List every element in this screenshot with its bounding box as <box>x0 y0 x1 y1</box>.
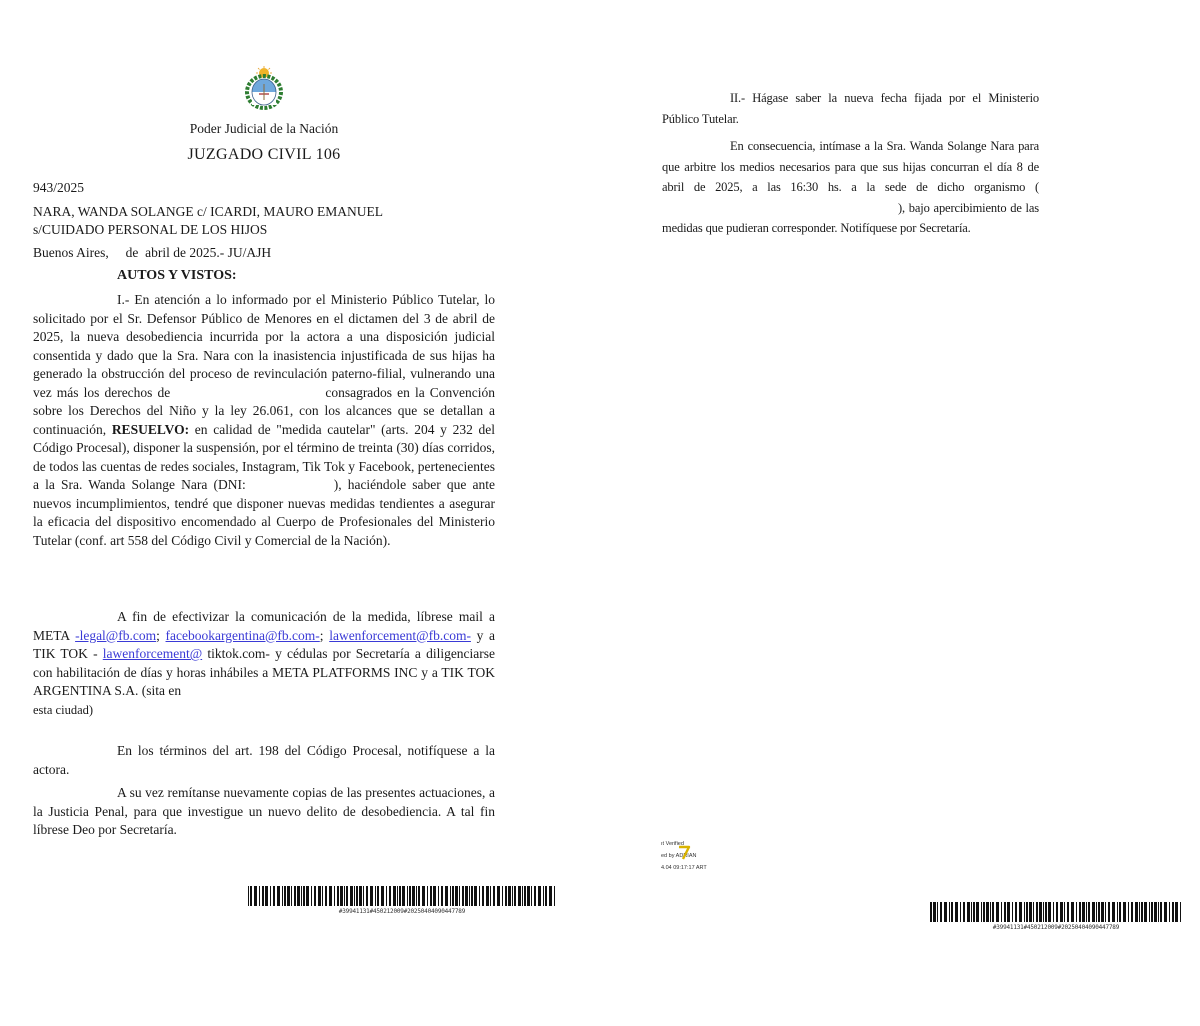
barcode-bar <box>479 886 480 906</box>
barcode-bar <box>1101 902 1104 922</box>
barcode-bar <box>527 886 530 906</box>
case-caption-line1: NARA, WANDA SOLANGE c/ ICARDI, MAURO EMANUEL <box>33 204 383 219</box>
barcode-bar <box>955 902 958 922</box>
barcode-bar <box>944 902 947 922</box>
barcode-bar <box>1019 902 1022 922</box>
case-caption-line2: s/CUIDADO PERSONAL DE LOS HIJOS <box>33 222 268 237</box>
barcode-bar <box>549 886 552 906</box>
barcode-bar <box>1004 902 1006 922</box>
barcode-bar <box>329 886 332 906</box>
barcode-bar <box>963 902 965 922</box>
barcode-bar <box>1079 902 1081 922</box>
barcode-bar <box>1160 902 1162 922</box>
barcode-bar <box>375 886 376 906</box>
barcode-bar <box>522 886 523 906</box>
barcode-bar <box>254 886 257 906</box>
barcode-bar <box>399 886 401 906</box>
barcode-bar <box>291 886 292 906</box>
barcode-bar <box>1151 902 1153 922</box>
barcode-bar <box>311 886 312 906</box>
barcode-bar <box>397 886 398 906</box>
barcode-bar <box>983 902 985 922</box>
barcode-bar <box>389 886 391 906</box>
barcode-bar <box>1117 902 1118 922</box>
resuelvo-label: RESUELVO: <box>111 421 190 437</box>
barcode-bar <box>482 886 484 906</box>
para4-text: A su vez remítanse nuevamente copias de las presentes actuaciones, a la Justicia Penal, para que investigue un nuevo delito de desobediencia. A tal fin líbrese Deo por Secretaría. <box>33 785 495 837</box>
para1-text-a: I.- En atención a lo informado por el Ministerio Público Tutelar, lo solicitado por el Sr. Defensor Público de Menores en el dictamen del 3 de abril de 2025, la nueva desobediencia incurrida por la actora a una disposición judicial consentida y dado que la Sra. Nara con la inasistencia injustificada de sus hijas ha generado la obstrucción del proceso de revinculación paterno-filial, vulnerando una vez más los derechos de <box>33 292 495 400</box>
barcode-bar <box>1141 902 1143 922</box>
barcode-bar <box>937 902 938 922</box>
barcode-bar <box>1164 902 1167 922</box>
barcode-bar <box>1026 902 1028 922</box>
barcode-bar <box>990 902 991 922</box>
date-line: Buenos Aires, de abril de 2025.- JU/AJH <box>33 245 272 260</box>
barcode-bar <box>1015 902 1017 922</box>
barcode-bar <box>393 886 396 906</box>
barcode-bar <box>493 886 495 906</box>
signature-line1: ıt Verified <box>661 841 684 847</box>
barcode-bar <box>277 886 280 906</box>
barcode-bar <box>490 886 491 906</box>
para2-text-c: tiktok.com- y cédulas por Secretaría a diligenciarse con habilitación de días y horas inhábiles a META PLATFORMS INC y a TIK TOK ARGENTINA S.A. (sita en <box>33 646 496 698</box>
barcode-bar <box>973 902 975 922</box>
barcode-bar <box>538 886 541 906</box>
barcode-bar <box>356 886 358 906</box>
barcode-bar <box>303 886 305 906</box>
barcode-bar <box>409 886 411 906</box>
barcode-bar <box>363 886 364 906</box>
signature-check-icon <box>677 844 691 860</box>
barcode-bar <box>1135 902 1138 922</box>
barcode-bar <box>314 886 316 906</box>
barcode-bar <box>534 886 536 906</box>
barcode-bar <box>294 886 296 906</box>
barcode-bar <box>1172 902 1174 922</box>
file-number: 943/2025 <box>33 180 85 195</box>
barcode-bar <box>416 886 417 906</box>
barcode-bar <box>1108 902 1110 922</box>
barcode-bar <box>1105 902 1106 922</box>
email-link-legal[interactable]: -legal@fb.com <box>75 627 157 643</box>
barcode-bar <box>1144 902 1147 922</box>
barcode-bars <box>248 886 556 906</box>
case-caption <box>33 203 503 239</box>
para3-text: En los términos del art. 198 del Código Procesal, notifíquese a la actora. <box>33 743 495 777</box>
barcode-bar <box>1158 902 1159 922</box>
barcode-bar <box>301 886 302 906</box>
barcode-bar <box>1119 902 1121 922</box>
barcode-bar <box>381 886 384 906</box>
barcode-bar <box>518 886 521 906</box>
barcode-bar <box>465 886 468 906</box>
barcode-bar <box>402 886 405 906</box>
barcode-bar <box>1071 902 1074 922</box>
barcode-bar <box>1088 902 1090 922</box>
barcode-text: #39941131#450212009#20250404090447789 <box>338 908 466 915</box>
separator: ; <box>156 627 160 643</box>
barcode-bar <box>1123 902 1126 922</box>
barcode-bar <box>350 886 353 906</box>
barcode-bar <box>1043 902 1044 922</box>
separator: ; <box>319 627 324 643</box>
paragraph-new-date <box>662 88 1039 129</box>
barcode-bar <box>1048 902 1051 922</box>
barcode-bar <box>318 886 321 906</box>
barcode-bar <box>259 886 260 906</box>
barcode-bar <box>322 886 323 906</box>
barcode-bar <box>474 886 477 906</box>
barcode-bar <box>1007 902 1010 922</box>
barcode-bar <box>386 886 387 906</box>
barcode-bar <box>554 886 555 906</box>
barcode-bar <box>1012 902 1013 922</box>
barcode-bar <box>455 886 458 906</box>
barcode-bar <box>270 886 271 906</box>
barcode-bar <box>445 886 448 906</box>
barcode-bar <box>531 886 532 906</box>
barcode-bar <box>545 886 547 906</box>
barcode-bar <box>1082 902 1085 922</box>
barcode-bar <box>284 886 286 906</box>
paragraph-summons <box>662 136 1039 239</box>
barcode-bar <box>524 886 526 906</box>
court-header-line2: JUZGADO CIVIL 106 <box>187 146 341 163</box>
barcode-bar <box>940 902 942 922</box>
barcode-bar <box>1139 902 1140 922</box>
barcode-bar <box>1128 902 1129 922</box>
barcode-bar <box>418 886 420 906</box>
barcode-bar <box>996 902 999 922</box>
barcode-bar <box>337 886 339 906</box>
barcode-bar <box>1056 902 1058 922</box>
barcode-bar <box>250 886 252 906</box>
barcode-bar <box>452 886 454 906</box>
barcode-bar <box>1076 902 1077 922</box>
barcode-bar <box>992 902 994 922</box>
barcode-bar <box>346 886 348 906</box>
paragraph-communication <box>33 608 495 719</box>
email-link-lawenforcement-tiktok[interactable]: lawenforcement@ <box>102 646 203 661</box>
email-link-lawenforcement-fb[interactable]: lawenforcement@fb.com- <box>329 627 471 643</box>
para2-text-a: A fin de efectivizar la comunicación de la medida, líbrese mail a META <box>33 609 495 643</box>
document-barcode <box>930 902 1182 934</box>
barcode-bar <box>1131 902 1133 922</box>
barcode-bar <box>512 886 513 906</box>
barcode-bar <box>459 886 460 906</box>
barcode-bar <box>502 886 503 906</box>
para1-text-b: consagrados en la Convención sobre los Derechos del Niño y la ley 26.061, con los alcances que se detallan a continuación, <box>33 384 496 437</box>
barcode-bar <box>986 902 989 922</box>
barcode-bar <box>430 886 432 906</box>
barcode-bar <box>1039 902 1042 922</box>
barcode-bar <box>514 886 516 906</box>
barcode-bar <box>1175 902 1178 922</box>
barcode-bar <box>287 886 290 906</box>
barcode-bar <box>407 886 408 906</box>
barcode-bar <box>412 886 415 906</box>
barcode-bar <box>438 886 439 906</box>
barcode-bar <box>486 886 489 906</box>
barcode-bar <box>971 902 972 922</box>
barcode-bar <box>441 886 443 906</box>
barcode-bar <box>325 886 327 906</box>
para2-text-d: esta ciudad) <box>33 702 94 717</box>
email-link-facebookargentina[interactable]: facebookargentina@fb.com- <box>165 627 320 643</box>
barcode-bar <box>949 902 950 922</box>
barcode-bar <box>1033 902 1034 922</box>
barcode-bar <box>497 886 500 906</box>
barcode-bar <box>306 886 309 906</box>
barcode-bar <box>981 902 982 922</box>
barcode-bar <box>505 886 507 906</box>
barcode-bar <box>508 886 511 906</box>
barcode-bar <box>1096 902 1097 922</box>
barcode-bar <box>1098 902 1100 922</box>
argentina-coat-of-arms-seal <box>243 66 285 110</box>
right-para2-text-a: En consecuencia, intímase a la Sra. Wanda Solange Nara para que arbitre los medios necesarios para que sus hijas concurran el día 8 de abril de 2025, a las 16:30 hs. a la sede de dicho organismo ( <box>662 139 1039 194</box>
barcode-bar <box>1180 902 1181 922</box>
right-para2-text-b: ), bajo apercibimiento de las medidas que pudieran corresponder. Notifíquese por Secretaría. <box>662 200 1039 235</box>
barcode-bar <box>450 886 451 906</box>
barcode-bar <box>960 902 961 922</box>
barcode-bar <box>1036 902 1038 922</box>
barcode-bar <box>1064 902 1065 922</box>
court-header-line1: Poder Judicial de la Nación <box>189 121 339 136</box>
signature-line2: ed by ADRIAN <box>661 853 697 859</box>
digital-signature-stamp <box>661 838 741 878</box>
barcode-bar <box>334 886 335 906</box>
barcode-bar <box>930 902 932 922</box>
barcode-bar <box>976 902 979 922</box>
barcode-bar <box>427 886 428 906</box>
barcode-bar <box>265 886 268 906</box>
barcode-bar <box>1045 902 1047 922</box>
barcode-bar <box>1154 902 1157 922</box>
paragraph-resolution <box>33 291 495 550</box>
section-heading: AUTOS Y VISTOS: <box>117 268 237 283</box>
barcode-bar <box>297 886 300 906</box>
barcode-bar <box>1092 902 1095 922</box>
barcode-bar <box>340 886 343 906</box>
barcode-bar <box>1149 902 1150 922</box>
para1-text-c: en calidad de "medida cautelar" (arts. 204 y 232 del Código Procesal), disponer la suspensión, por el término de treinta (30) días corridos, de todos las cuentas de redes sociales, Instagram, Tik Tok y Facebook, pertenecientes a la Sra. Wanda Solange Nara (DNI: <box>33 421 496 492</box>
barcode-bar <box>370 886 373 906</box>
barcode-bar <box>1086 902 1087 922</box>
barcode-bar <box>377 886 379 906</box>
right-para1-text: II.- Hágase saber la nueva fecha fijada por el Ministerio Público Tutelar. <box>662 91 1039 126</box>
barcode-bar <box>433 886 436 906</box>
barcode-bar <box>1060 902 1063 922</box>
barcode-bar <box>1169 902 1170 922</box>
barcode-bar <box>462 886 464 906</box>
barcode-bar <box>273 886 275 906</box>
barcode-bar <box>951 902 953 922</box>
para1-text-d: ), haciéndole saber que ante nuevos incumplimientos, tendré que disponer nuevas medidas tendientes a asegurar la eficacia del dispositivo encomendado al Cuerpo de Profesionales del Ministerio Tutelar (conf. art 558 del Código Civil y Comercial de la Nación). <box>33 477 495 548</box>
barcode-bar <box>967 902 970 922</box>
barcode-bar <box>471 886 473 906</box>
para2-text-b: y a TIK TOK - <box>33 627 496 661</box>
barcode-bar <box>1112 902 1115 922</box>
barcode-bar <box>469 886 470 906</box>
barcode-bar <box>1024 902 1025 922</box>
barcode-bar <box>248 886 249 906</box>
barcode-bar <box>1001 902 1002 922</box>
barcode-bar <box>282 886 283 906</box>
barcode-bar <box>1067 902 1069 922</box>
barcode-bar <box>1053 902 1054 922</box>
barcode-bar <box>262 886 264 906</box>
barcode-bar <box>422 886 425 906</box>
barcode-bars <box>930 902 1182 922</box>
barcode-bar <box>933 902 936 922</box>
right-page <box>600 0 1200 1026</box>
barcode-bar <box>1029 902 1032 922</box>
barcode-bar <box>543 886 544 906</box>
barcode-bar <box>366 886 368 906</box>
barcode-bar <box>354 886 355 906</box>
paragraph-criminal-referral <box>33 784 495 840</box>
barcode-bar <box>344 886 345 906</box>
paragraph-notification <box>33 742 495 779</box>
signature-line3: 4.04 09:17:17 ART <box>661 865 707 871</box>
barcode-bar <box>359 886 362 906</box>
barcode-text: #39941131#450212009#20250404090447789 <box>992 924 1120 931</box>
document-barcode <box>248 886 556 918</box>
